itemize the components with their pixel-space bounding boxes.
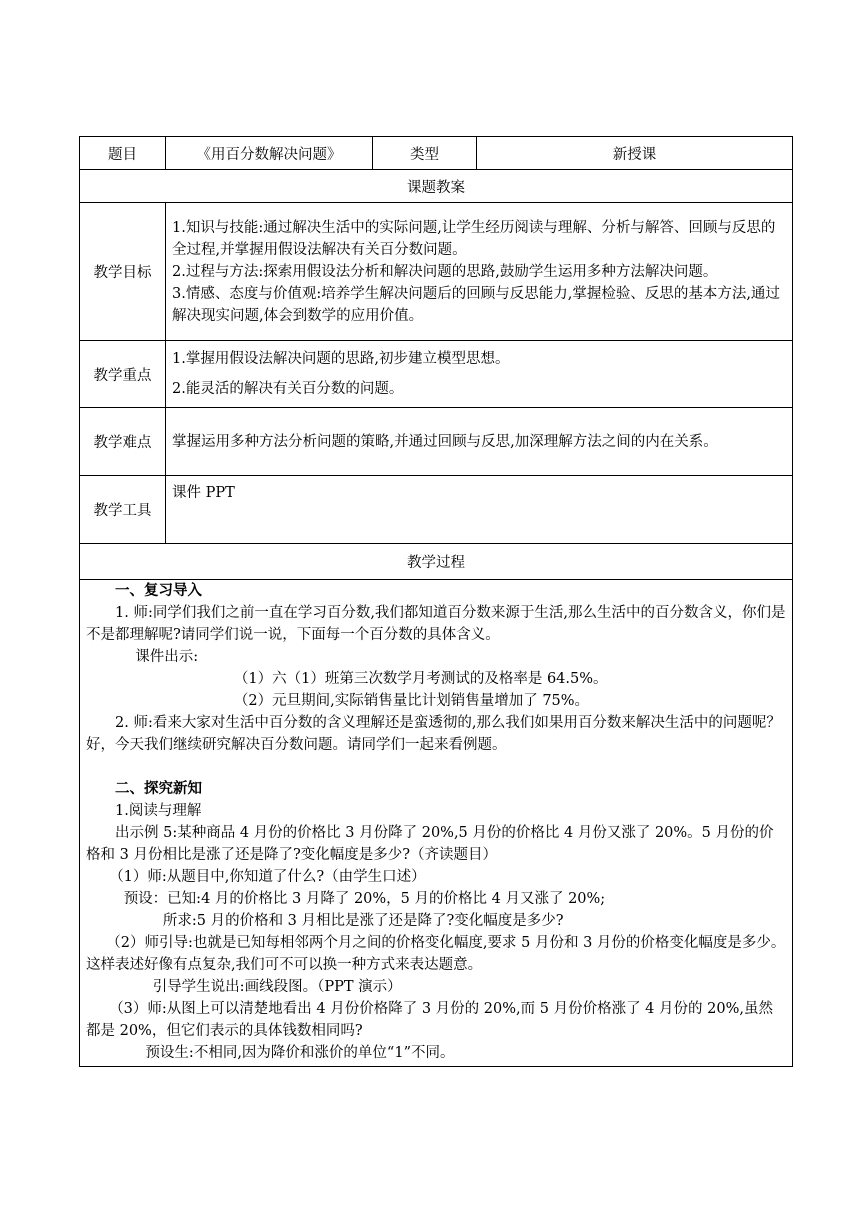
header-row bbox=[80, 137, 793, 170]
section-review-title: 一、复习导入 bbox=[115, 582, 202, 599]
type-value: 新授课 bbox=[477, 137, 793, 170]
process-paragraph: 1.阅读与理解 bbox=[115, 803, 202, 819]
process-heading-row bbox=[80, 544, 793, 580]
process-paragraph: （1）师:从题目中,你知道了什么?（由学生口述） bbox=[109, 869, 426, 885]
lesson-plan-table bbox=[79, 136, 793, 1067]
title-label: 题目 bbox=[80, 137, 166, 170]
process-paragraph: 2. 师:看来大家对生活中百分数的含义理解还是蛮透彻的,那么我们如果用百分数来解决生活中的问题呢？好，今天我们继续研究解决百分数问题。请同学们一起来看例题。 bbox=[86, 715, 781, 753]
goal-item: 2.过程与方法:探索用假设法分析和解决问题的思路,鼓励学生运用多种方法解决问题。 bbox=[172, 263, 718, 280]
tools-row bbox=[80, 476, 793, 544]
key-points-content bbox=[166, 341, 793, 408]
process-paragraph: 出示例 5:某种商品 4 月份的价格比 3 月份降了 20%,5 月份的价格比 4 月份又涨了 20%。5 月份的价格和 3 月份相比是涨了还是降了?变化幅度是多少?（齐读题目） bbox=[86, 825, 774, 863]
tools-text: 课件 PPT bbox=[172, 485, 235, 501]
goals-label: 教学目标 bbox=[80, 203, 166, 341]
process-paragraph: 预设生:不相同,因为降价和涨价的单位“1”不同。 bbox=[145, 1045, 455, 1061]
goal-item: 3.情感、态度与价值观:培养学生解决问题后的回顾与反思能力,掌握检验、反思的基本方法,通过解决现实问题,体会到数学的应用价值。 bbox=[172, 285, 780, 324]
plan-heading: 课题教案 bbox=[80, 170, 793, 203]
key-points-label: 教学重点 bbox=[80, 341, 166, 408]
process-content bbox=[80, 580, 793, 1067]
difficulty-label: 教学难点 bbox=[80, 408, 166, 476]
tools-label: 教学工具 bbox=[80, 476, 166, 544]
process-paragraph: （2）元旦期间,实际销售量比计划销售量增加了 75%。 bbox=[233, 693, 590, 709]
process-paragraph: 课件出示: bbox=[135, 649, 199, 665]
plan-heading-row bbox=[80, 170, 793, 203]
tools-content bbox=[166, 476, 793, 544]
process-paragraph: 预设：已知:4 月的价格比 3 月降了 20%，5 月的价格比 4 月又涨了 20%; bbox=[123, 891, 606, 907]
process-row bbox=[80, 580, 793, 1067]
process-heading: 教学过程 bbox=[80, 544, 793, 580]
process-paragraph: 1. 师:同学们我们之前一直在学习百分数,我们都知道百分数来源于生活,那么生活中的百分数含义，你们是不是都理解呢?请同学们说一说，下面每一个百分数的具体含义。 bbox=[86, 605, 786, 643]
key-point-item: 2.能灵活的解决有关百分数的问题。 bbox=[172, 381, 404, 397]
process-paragraph: （1）六（1）班第三次数学月考测试的及格率是 64.5%。 bbox=[233, 671, 608, 687]
process-paragraph: 所求:5 月的价格和 3 月相比是涨了还是降了?变化幅度是多少? bbox=[162, 913, 564, 929]
difficulty-text: 掌握运用多种方法分析问题的策略,并通过回顾与反思,加深理解方法之间的内在关系。 bbox=[172, 433, 718, 450]
difficulty-row bbox=[80, 408, 793, 476]
type-label: 类型 bbox=[373, 137, 477, 170]
blank-line bbox=[86, 756, 786, 778]
key-point-item: 1.掌握用假设法解决问题的思路,初步建立模型思想。 bbox=[172, 351, 510, 367]
process-paragraph: （2）师引导:也就是已知每相邻两个月之间的价格变化幅度,要求 5 月份和 3 月份的价格变化幅度是多少。这样表述好像有点复杂,我们可不可以换一种方式来表达题意。 bbox=[86, 935, 786, 973]
key-points-row bbox=[80, 341, 793, 408]
lesson-plan-sheet bbox=[79, 136, 792, 1067]
goal-item: 1.知识与技能:通过解决生活中的实际问题,让学生经历阅读与理解、分析与解答、回顾与反思的全过程,并掌握用假设法解决有关百分数问题。 bbox=[172, 219, 776, 258]
title-value: 《用百分数解决问题》 bbox=[166, 137, 373, 170]
section-explore-title: 二、探究新知 bbox=[115, 780, 202, 797]
goals-content bbox=[166, 203, 793, 341]
difficulty-content bbox=[166, 408, 793, 476]
goals-row bbox=[80, 203, 793, 341]
process-paragraph: 引导学生说出:画线段图。（PPT 演示） bbox=[152, 979, 402, 995]
process-paragraph: （3）师:从图上可以清楚地看出 4 月份价格降了 3 月份的 20%,而 5 月份价格涨了 4 月份的 20%,虽然都是 20%，但它们表示的具体钱数相同吗? bbox=[86, 1001, 773, 1039]
